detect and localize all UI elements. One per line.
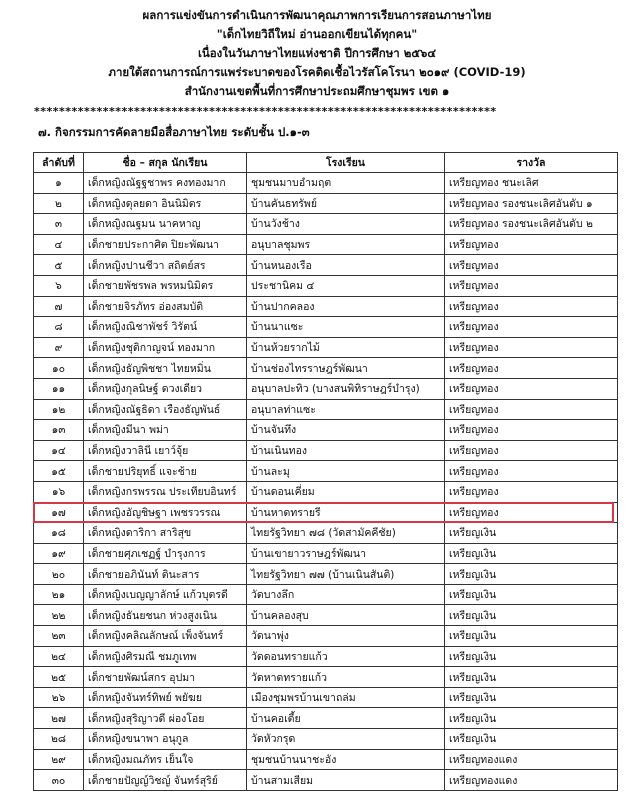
cell-award: เหรียญทอง <box>445 275 618 296</box>
document-header <box>0 0 634 101</box>
table-row <box>34 214 618 235</box>
cell-no: ๑๑ <box>34 378 84 399</box>
header-line-5: สำนักงานเขตพื้นที่การศึกษาประถมศึกษาชุมพร เขต ๑ <box>184 84 450 98</box>
cell-no: ๒ <box>34 193 84 214</box>
cell-student-name: เด็กหญิงณฐมน นาคหาญ <box>84 214 247 235</box>
cell-school: ไทยรัฐวิทยา ๗๘ (วัดสามัคคีชัย) <box>247 523 445 544</box>
cell-award: เหรียญทอง <box>445 461 618 482</box>
cell-student-name: เด็กหญิงอัญชิษฐา เพชรวรรณ <box>84 502 247 523</box>
table-row <box>34 193 618 214</box>
cell-no: ๕ <box>34 255 84 276</box>
table-row <box>34 481 618 502</box>
header-line-2: "เด็กไทยวิถีใหม่ อ่านออกเขียนได้ทุกคน" <box>216 27 418 41</box>
cell-award: เหรียญทอง <box>445 399 618 420</box>
cell-school: บ้านช่องไทรราษฎร์พัฒนา <box>247 358 445 379</box>
cell-student-name: เด็กหญิงชุติกาญจน์ ทองมาก <box>84 337 247 358</box>
cell-student-name: เด็กหญิงคลิณลักษณ์ เพ็งจันทร์ <box>84 626 247 647</box>
header-no: ลำดับที่ <box>34 153 84 173</box>
cell-student-name: เด็กหญิงณัฐฐชาพร คงทองมาก <box>84 173 247 194</box>
cell-student-name: เด็กหญิงธันยชนก ห่วงสูงเนิน <box>84 605 247 626</box>
cell-award: เหรียญทอง <box>445 234 618 255</box>
cell-school: บ้านนาแซะ <box>247 317 445 338</box>
table-row <box>34 234 618 255</box>
table-row <box>34 749 618 770</box>
cell-student-name: เด็กหญิงณิชาพัชร์ วิรัตน์ <box>84 317 247 338</box>
table-body <box>34 173 618 791</box>
cell-school: บ้านห้วยรากไม้ <box>247 337 445 358</box>
table-row <box>34 420 618 441</box>
table-row <box>34 317 618 338</box>
cell-school: วัดนาพุ่ง <box>247 626 445 647</box>
cell-student-name: เด็กหญิงดุลยดา อินนิมิตร <box>84 193 247 214</box>
cell-student-name: เด็กหญิงธัญพิชชา ไทยหมิ่น <box>84 358 247 379</box>
cell-award: เหรียญทอง ชนะเลิศ <box>445 173 618 194</box>
cell-award: เหรียญเงิน <box>445 708 618 729</box>
cell-no: ๗ <box>34 296 84 317</box>
cell-student-name: เด็กหญิงวาลินี เยาว์จุ้ย <box>84 440 247 461</box>
cell-student-name: เด็กหญิงดาริกา สาริสุข <box>84 523 247 544</box>
cell-no: ๑๓ <box>34 420 84 441</box>
cell-no: ๒๖ <box>34 687 84 708</box>
cell-no: ๒๒ <box>34 605 84 626</box>
table-row <box>34 605 618 626</box>
cell-school: เมืองชุมพรบ้านเขาถล่ม <box>247 687 445 708</box>
table-row <box>34 296 618 317</box>
cell-no: ๙ <box>34 337 84 358</box>
cell-no: ๒๘ <box>34 729 84 750</box>
cell-student-name: เด็กชายประกาศิต ปิยะพัฒนา <box>84 234 247 255</box>
table-row <box>34 646 618 667</box>
table-row <box>34 255 618 276</box>
cell-award: เหรียญทองแดง <box>445 749 618 770</box>
cell-award: เหรียญเงิน <box>445 646 618 667</box>
cell-award: เหรียญทอง รองชนะเลิศอันดับ ๒ <box>445 214 618 235</box>
table-row <box>34 770 618 791</box>
header-line-1: ผลการแข่งขันการดำเนินการพัฒนาคุณภาพการเรียนการสอนภาษาไทย <box>142 8 492 22</box>
cell-school: อนุบาลชุมพร <box>247 234 445 255</box>
table-row <box>34 667 618 688</box>
cell-no: ๘ <box>34 317 84 338</box>
cell-no: ๒๗ <box>34 708 84 729</box>
cell-school: บ้านหาดทรายรี <box>247 502 445 523</box>
table-row <box>34 584 618 605</box>
cell-school: อนุบาลปะทิว (บางสนพิทิราษฎร์บำรุง) <box>247 378 445 399</box>
cell-no: ๒๐ <box>34 564 84 585</box>
table-row <box>34 378 618 399</box>
cell-no: ๒๙ <box>34 749 84 770</box>
cell-student-name: เด็กชายพัชรพล พรหมนิมิตร <box>84 275 247 296</box>
header-school: โรงเรียน <box>247 153 445 173</box>
cell-award: เหรียญทอง <box>445 337 618 358</box>
cell-student-name: เด็กหญิงขนาพา อนุกูล <box>84 729 247 750</box>
cell-no: ๑๗ <box>34 502 84 523</box>
cell-student-name: เด็กหญิงปานชีวา สถิตย์สร <box>84 255 247 276</box>
cell-school: ไทยรัฐวิทยา ๗๗ (บ้านเนินสันติ) <box>247 564 445 585</box>
table-row <box>34 626 618 647</box>
table-row <box>34 173 618 194</box>
table-row <box>34 687 618 708</box>
cell-school: บ้านหนองเรือ <box>247 255 445 276</box>
table-row <box>34 461 618 482</box>
table-row <box>34 523 618 544</box>
cell-no: ๓ <box>34 214 84 235</box>
cell-award: เหรียญทอง <box>445 502 618 523</box>
cell-award: เหรียญเงิน <box>445 626 618 647</box>
cell-award: เหรียญทอง <box>445 420 618 441</box>
table-row <box>34 399 618 420</box>
table-row <box>34 358 618 379</box>
cell-school: บ้านวังช้าง <box>247 214 445 235</box>
cell-student-name: เด็กชายปริยุทธิ์ แจะช้าย <box>84 461 247 482</box>
cell-school: ชุมชนมาบอำมฤต <box>247 173 445 194</box>
cell-no: ๒๕ <box>34 667 84 688</box>
cell-award: เหรียญเงิน <box>445 543 618 564</box>
cell-student-name: เด็กหญิงมณภัทร เย็นใจ <box>84 749 247 770</box>
cell-no: ๑๙ <box>34 543 84 564</box>
cell-award: เหรียญทอง <box>445 481 618 502</box>
cell-no: ๑๔ <box>34 440 84 461</box>
cell-school: บ้านสามเสียม <box>247 770 445 791</box>
cell-student-name: เด็กชายพัฒน์สกร อุปมา <box>84 667 247 688</box>
cell-school: บ้านคอเตี้ย <box>247 708 445 729</box>
cell-award: เหรียญทอง <box>445 317 618 338</box>
cell-student-name: เด็กชายอภินันท์ ตินะสาร <box>84 564 247 585</box>
cell-award: เหรียญทอง <box>445 378 618 399</box>
cell-no: ๑๕ <box>34 461 84 482</box>
cell-no: ๒๓ <box>34 626 84 647</box>
cell-award: เหรียญทอง <box>445 296 618 317</box>
header-name: ชื่อ – สกุล นักเรียน <box>84 153 247 173</box>
cell-school: บ้านจันทึง <box>247 420 445 441</box>
table-row <box>34 729 618 750</box>
cell-school: ประชานิคม ๔ <box>247 275 445 296</box>
header-line-4: ภายใต้สถานการณ์การแพร่ระบาดของโรคติดเชื้อไวรัสโคโรนา ๒๐๑๙ (COVID-19) <box>108 65 526 79</box>
cell-student-name: เด็กหญิงเบญญาลักษ์ แก้วบุตรดี <box>84 584 247 605</box>
table-row <box>34 440 618 461</box>
cell-no: ๑๒ <box>34 399 84 420</box>
cell-school: วัดหัวกรุด <box>247 729 445 750</box>
cell-no: ๖ <box>34 275 84 296</box>
cell-no: ๒๑ <box>34 584 84 605</box>
cell-award: เหรียญทอง <box>445 440 618 461</box>
cell-award: เหรียญเงิน <box>445 687 618 708</box>
cell-school: บ้านดอนเคี่ยม <box>247 481 445 502</box>
cell-student-name: เด็กหญิงมีนา พม่า <box>84 420 247 441</box>
cell-school: วัดดอนทรายแก้ว <box>247 646 445 667</box>
cell-student-name: เด็กหญิงสุริญาวดี ผ่องโอย <box>84 708 247 729</box>
cell-award: เหรียญเงิน <box>445 667 618 688</box>
cell-student-name: เด็กหญิงศิรมณี ชมภูเทพ <box>84 646 247 667</box>
cell-no: ๒๔ <box>34 646 84 667</box>
table-row <box>34 708 618 729</box>
cell-award: เหรียญทอง <box>445 358 618 379</box>
cell-school: วัดบางลึก <box>247 584 445 605</box>
star-divider: ************************************************************************** <box>34 105 497 118</box>
table-row <box>34 543 618 564</box>
cell-student-name: เด็กหญิงณัฐธิดา เรืองธัญพันธ์ <box>84 399 247 420</box>
cell-award: เหรียญเงิน <box>445 584 618 605</box>
cell-no: ๔ <box>34 234 84 255</box>
cell-school: บ้านละมุ <box>247 461 445 482</box>
cell-school: บ้านคันธทรัพย์ <box>247 193 445 214</box>
section-title: ๗. กิจกรรมการคัดลายมือสื่อภาษาไทย ระดับชั้น ป.๑-๓ <box>38 125 310 139</box>
cell-school: บ้านเนินทอง <box>247 440 445 461</box>
cell-student-name: เด็กหญิงกรพรรณ ประเทียบอินทร์ <box>84 481 247 502</box>
cell-school: ชุมชนบ้านนาชะอัง <box>247 749 445 770</box>
cell-award: เหรียญทอง รองชนะเลิศอันดับ ๑ <box>445 193 618 214</box>
cell-award: เหรียญเงิน <box>445 523 618 544</box>
cell-no: ๑๐ <box>34 358 84 379</box>
cell-award: เหรียญเงิน <box>445 605 618 626</box>
cell-school: อนุบาลท่าแซะ <box>247 399 445 420</box>
cell-no: ๑๘ <box>34 523 84 544</box>
results-table <box>33 152 618 791</box>
cell-no: ๑ <box>34 173 84 194</box>
cell-award: เหรียญทอง <box>445 255 618 276</box>
table-row <box>34 275 618 296</box>
cell-student-name: เด็กชายปัญญ์วิชญ์ จันทร์สุริย์ <box>84 770 247 791</box>
cell-school: บ้านปากคลอง <box>247 296 445 317</box>
cell-school: บ้านเขายาวราษฎร์พัฒนา <box>247 543 445 564</box>
cell-student-name: เด็กหญิงกุลนิษฐ์ ดวงเดียว <box>84 378 247 399</box>
cell-school: วัดหาดทรายแก้ว <box>247 667 445 688</box>
table-row <box>34 502 618 523</box>
cell-no: ๑๖ <box>34 481 84 502</box>
cell-award: เหรียญเงิน <box>445 564 618 585</box>
cell-no: ๓๐ <box>34 770 84 791</box>
cell-student-name: เด็กชายจิรภัทร อ่องสมบัติ <box>84 296 247 317</box>
cell-student-name: เด็กชายศุภเชฏฐ์ บำรุงการ <box>84 543 247 564</box>
header-award: รางวัล <box>445 153 618 173</box>
cell-award: เหรียญเงิน <box>445 729 618 750</box>
table-row <box>34 337 618 358</box>
header-line-3: เนื่องในวันภาษาไทยแห่งชาติ ปีการศึกษา ๒๕๖๔ <box>197 46 437 60</box>
table-row <box>34 564 618 585</box>
cell-school: บ้านคลองสุบ <box>247 605 445 626</box>
cell-student-name: เด็กหญิงจันทร์ทิพย์ พยัฆย <box>84 687 247 708</box>
table-header-row <box>34 153 618 173</box>
cell-award: เหรียญทองแดง <box>445 770 618 791</box>
